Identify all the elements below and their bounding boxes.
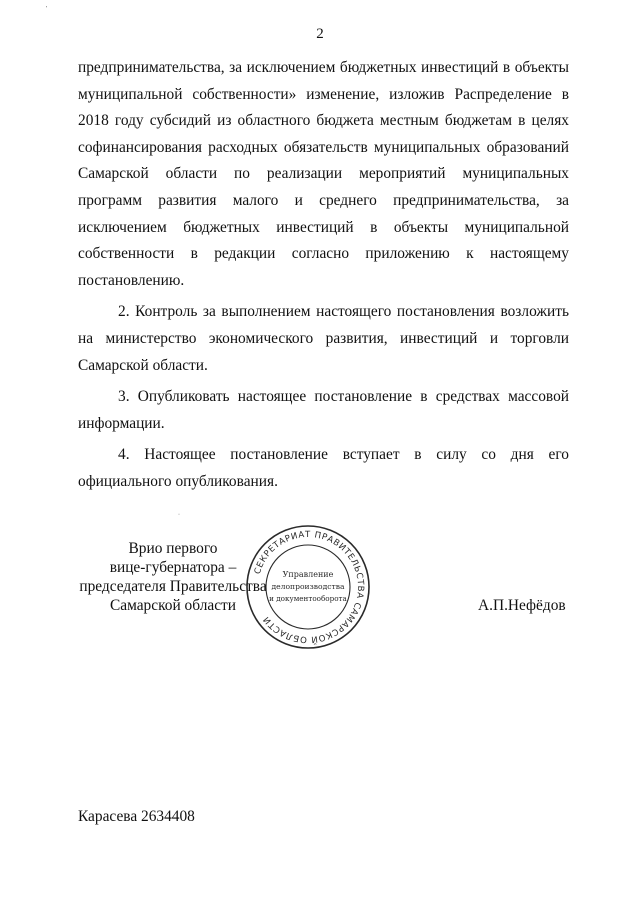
signatory-name: А.П.Нефёдов	[478, 597, 566, 614]
seal-inner-line: Управление	[282, 570, 334, 579]
paragraph-item-4: 4. Настоящее постановление вступает в силу со дня его официального опубликования.	[78, 446, 569, 490]
seal-outer-text: СЕКРЕТАРИАТ ПРАВИТЕЛЬСТВА САМАРСКОЙ ОБЛАСТИ	[252, 529, 366, 645]
signatory-title-line: Самарской области	[109, 597, 236, 614]
paragraph-item-3: 3. Опубликовать настоящее постановление в средствах массовой информации.	[78, 388, 569, 432]
scan-speck: ′	[46, 6, 48, 12]
seal-inner-line: и документооборота	[269, 594, 347, 603]
signatory-title-line: Врио первого	[128, 540, 218, 557]
page-number: 2	[316, 26, 324, 42]
document-body	[78, 55, 569, 496]
paragraph-continuation: предпринимательства, за исключением бюджетных инвестиций в объекты муниципальной собственности» изменение, изложив Распределение в 2018 году субсидий из областного бюджета местным бюджетам в целях софинансирования расходных обязательств муниципальных образований Самарской области по реализации мероприятий муниципальных программ развития малого и среднего предпринимательства, за исключением бюджетных инвестиций в объекты муниципальной собственности в редакции согласно приложению к настоящему постановлению.	[78, 59, 569, 289]
scan-speck: ·	[178, 512, 180, 518]
signatory-title-line: вице-губернатора –	[109, 559, 237, 576]
executor-contact: Карасева 2634408	[78, 808, 195, 825]
paragraph-item-2: 2. Контроль за выполнением настоящего постановления возложить на министерство экономического развития, инвестиций и торговли Самарской области.	[78, 303, 569, 374]
signatory-title-line: председателя Правительства	[79, 578, 267, 595]
signatory-title	[78, 539, 268, 615]
seal-inner-line: делопроизводства	[271, 582, 345, 591]
official-seal-stamp	[245, 524, 371, 650]
